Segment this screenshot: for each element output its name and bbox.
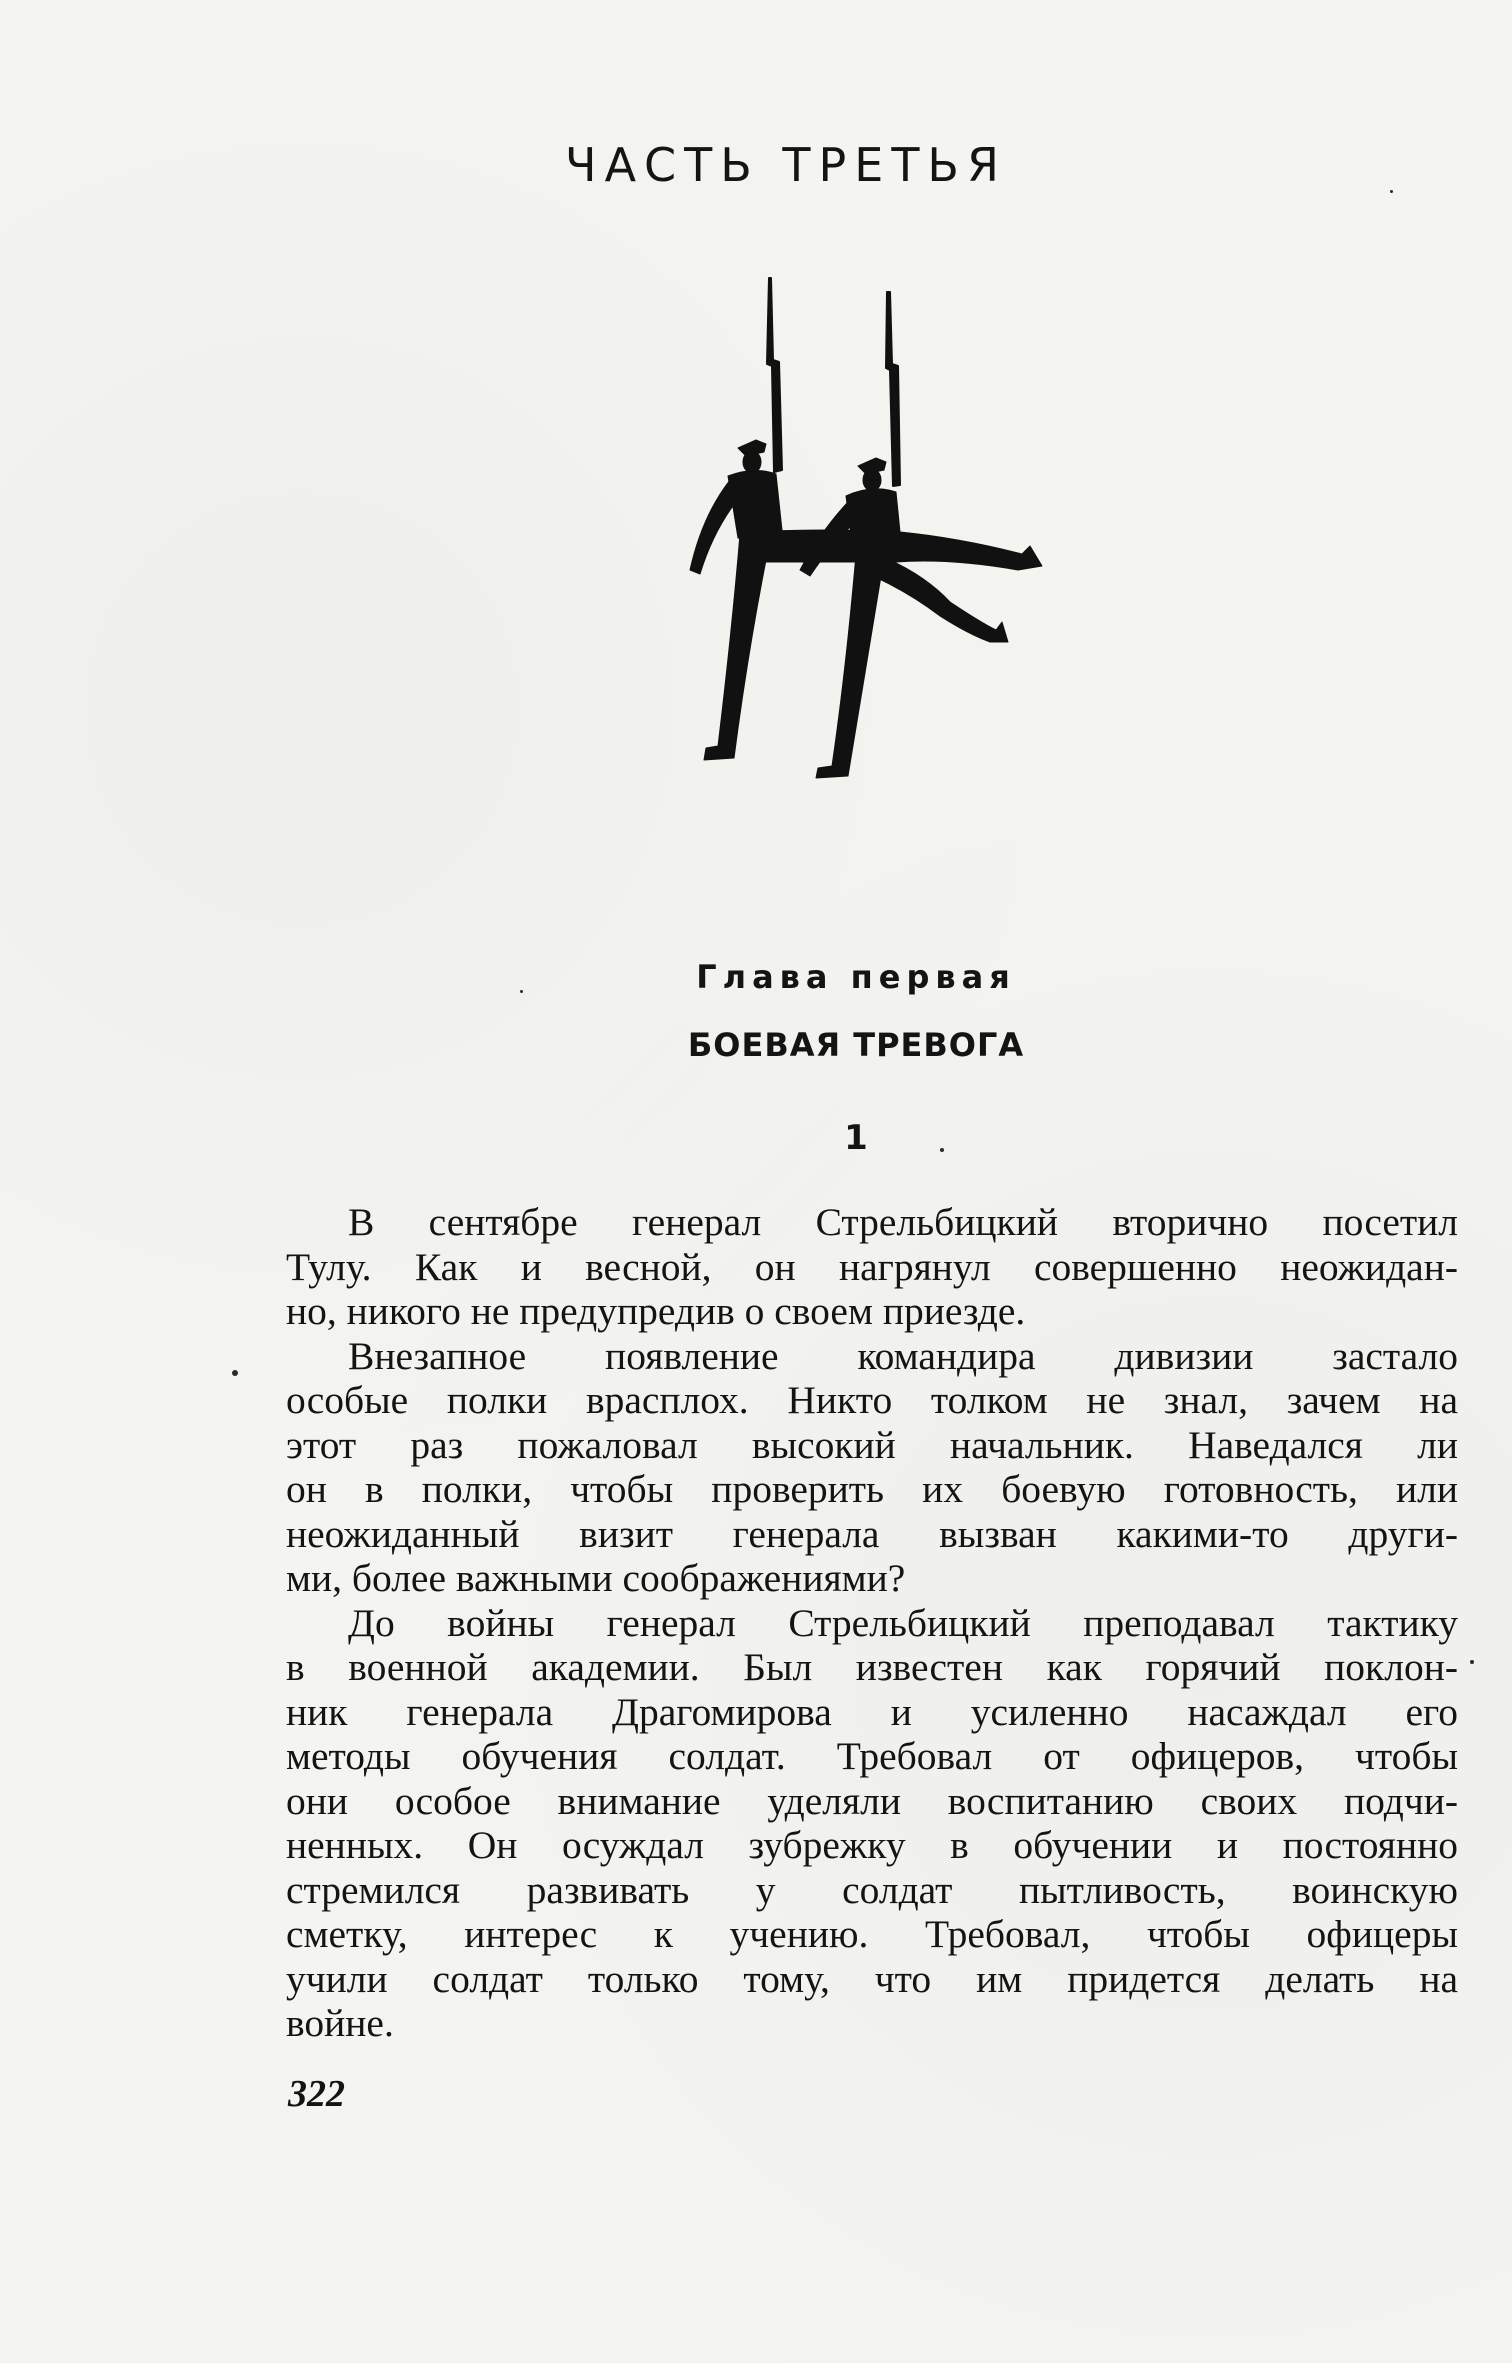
text-line: Тулу. Как и весной, он нагрянул совершенно неожидан- — [286, 1244, 1458, 1289]
text-line: До войны генерал Стрельбицкий преподавал тактику — [348, 1600, 1458, 1645]
text-line: особые полки врасплох. Никто толком не знал, зачем на — [286, 1378, 1458, 1422]
text-line: В сентябре генерал Стрельбицкий вторично посетил — [348, 1200, 1458, 1244]
part-title: ЧАСТЬ ТРЕТЬЯ — [565, 138, 1007, 192]
text-line: учили солдат только тому, что им придется делать на — [286, 1956, 1458, 2001]
marching-soldiers-illustration — [650, 270, 1070, 790]
chapter-title: БОЕВАЯ ТРЕВОГА — [687, 1026, 1025, 1064]
text-line: но, никого не предупредив о своем приезде. — [286, 1289, 1026, 1333]
page-number: 322 — [288, 2073, 345, 2115]
text-line: он в полки, чтобы проверить их боевую готовность, или — [286, 1467, 1458, 1511]
scan-speck — [1470, 1660, 1474, 1664]
body-text — [286, 1200, 1458, 2046]
chapter-label: Глава первая — [696, 958, 1016, 996]
text-line: ми, более важными соображениями? — [286, 1556, 906, 1600]
text-line: Внезапное появление командира дивизии застало — [348, 1333, 1458, 1378]
text-line: неожиданный визит генерала вызван какими-то други- — [286, 1511, 1458, 1556]
text-line: войне. — [286, 2001, 394, 2045]
text-line: стремился развивать у солдат пытливость, воинскую — [286, 1867, 1458, 1912]
text-line: методы обучения солдат. Требовал от офицеров, чтобы — [286, 1734, 1458, 1778]
scan-speck — [232, 1370, 238, 1376]
text-line: сметку, интерес к учению. Требовал, чтобы офицеры — [286, 1912, 1458, 1956]
scan-speck — [520, 990, 523, 993]
section-number: 1 — [844, 1118, 868, 1158]
scan-speck — [940, 1148, 944, 1152]
scan-speck — [1390, 190, 1393, 193]
text-line: ненных. Он осуждал зубрежку в обучении и постоянно — [286, 1823, 1458, 1867]
text-line: в военной академии. Был известен как горячий поклон- — [286, 1645, 1458, 1689]
text-line: ник генерала Драгомирова и усиленно насаждал его — [286, 1689, 1458, 1734]
text-line: этот раз пожаловал высокий начальник. Наведался ли — [286, 1422, 1458, 1467]
text-line: они особое внимание уделяли воспитанию своих подчи- — [286, 1778, 1458, 1823]
